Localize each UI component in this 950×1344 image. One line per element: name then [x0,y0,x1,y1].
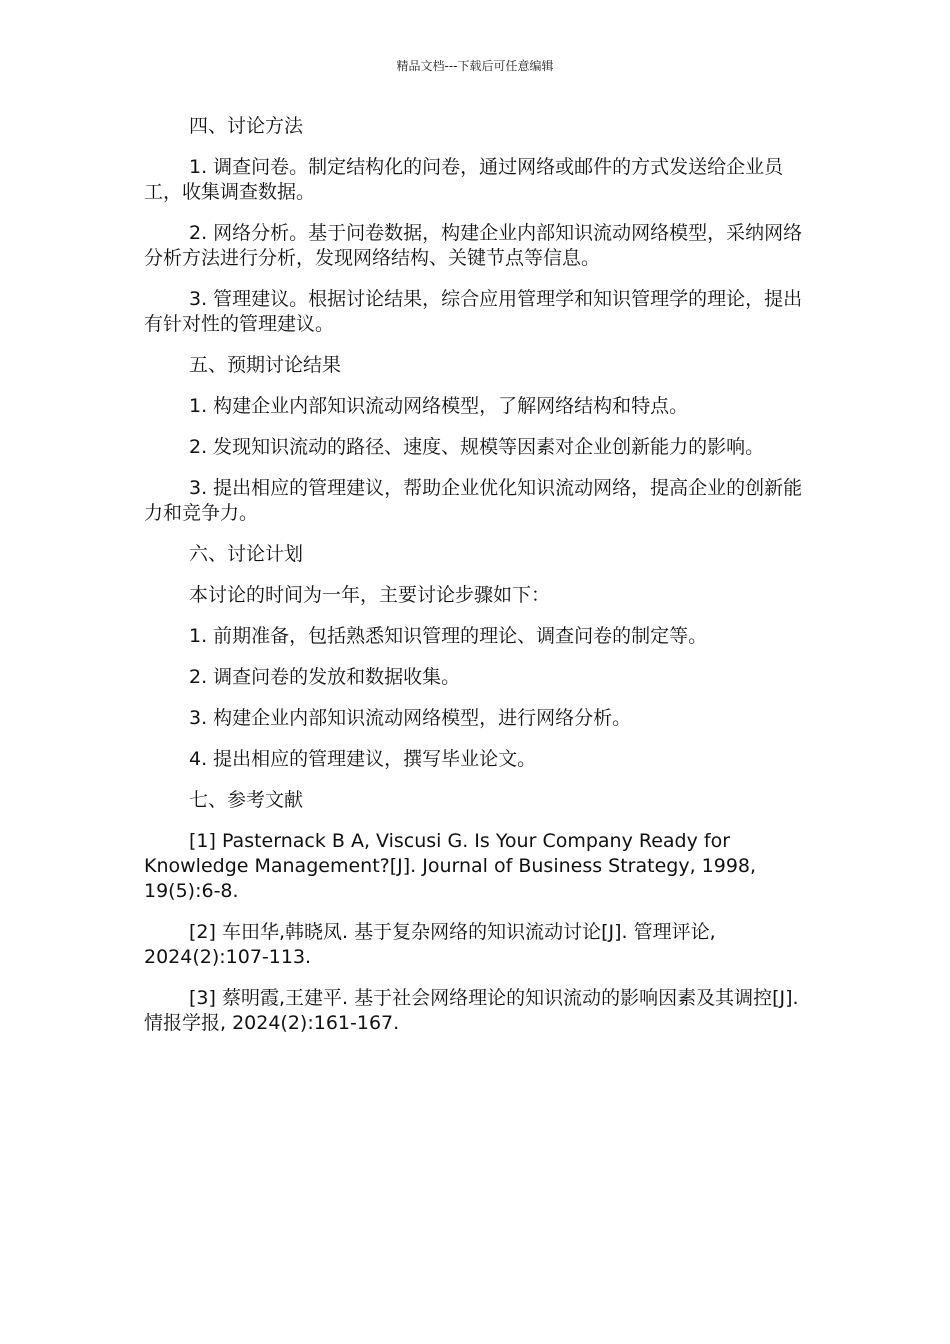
reference-3: [3] 蔡明霞,王建平. 基于社会网络理论的知识流动的影响因素及其调控[J]. 情报学报, 2024(2):161-167. [144,987,799,1034]
plan-item-2: 2. 调查问卷的发放和数据收集。 [189,666,461,688]
plan-item-4: 4. 提出相应的管理建议，撰写毕业论文。 [189,748,537,770]
plan-intro: 本讨论的时间为一年，主要讨论步骤如下： [189,584,551,606]
reference-2: [2] 车田华,韩晓凤. 基于复杂网络的知识流动讨论[J]. 管理评论, 2024(2):107-113. [144,921,716,968]
method-item-2: 2. 网络分析。基于问卷数据，构建企业内部知识流动网络模型，采纳网络分析方法进行分析，发现网络结构、关键节点等信息。 [144,222,803,269]
reference-1: [1] Pasternack B A, Viscusi G. Is Your Company Ready for Knowledge Management?[J]. Journal of Business Strategy, 1998, 19(5):6-8. [144,830,757,902]
method-item-1: 1. 调查问卷。制定结构化的问卷，通过网络或邮件的方式发送给企业员工，收集调查数据。 [144,156,784,203]
plan-item-3: 3. 构建企业内部知识流动网络模型，进行网络分析。 [189,707,632,729]
section-heading-expected-results: 五、预期讨论结果 [189,354,342,376]
result-item-1: 1. 构建企业内部知识流动网络模型，了解网络结构和特点。 [189,395,689,417]
section-heading-methods: 四、讨论方法 [189,115,304,137]
result-item-2: 2. 发现知识流动的路径、速度、规模等因素对企业创新能力的影响。 [189,436,765,458]
section-heading-references: 七、参考文献 [189,789,304,811]
document-body [144,114,810,1052]
method-item-3: 3. 管理建议。根据讨论结果，综合应用管理学和知识管理学的理论，提出有针对性的管理建议。 [144,288,803,335]
page-header: 精品文档---下载后可任意编辑 [396,59,554,73]
result-item-3: 3. 提出相应的管理建议，帮助企业优化知识流动网络，提高企业的创新能力和竞争力。 [144,477,803,524]
section-heading-plan: 六、讨论计划 [189,543,304,565]
plan-item-1: 1. 前期准备，包括熟悉知识管理的理论、调查问卷的制定等。 [189,625,708,647]
